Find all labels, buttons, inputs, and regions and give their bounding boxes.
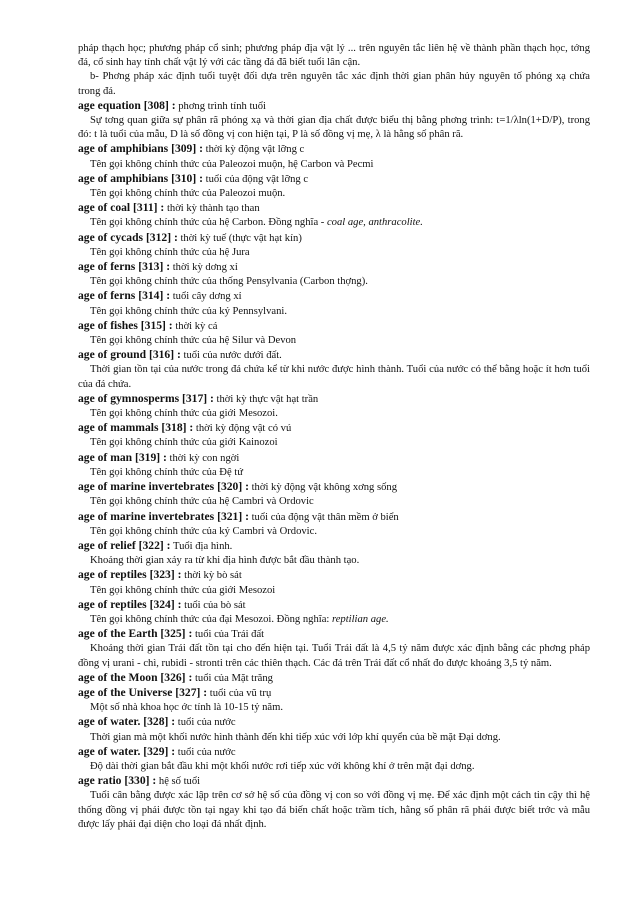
entry-heading: [78, 421, 590, 436]
definition-text: Tên gọi không chính thức của Paleozoi muộn.: [90, 188, 286, 200]
entry-heading: [78, 319, 590, 334]
entry-vietnamese-term: thời kỳ động vật không xơng sống: [251, 482, 397, 494]
entry-definition: [78, 305, 590, 319]
entry-term: age of the Earth [325] :: [78, 627, 193, 641]
entry-term: age of ground [316] :: [78, 348, 181, 362]
entry-definition: [78, 216, 590, 230]
entry-vietnamese-term: tuổi của động vật thân mềm ở biển: [251, 511, 399, 523]
intro-paragraph-1: pháp thạch học; phương pháp cổ sinh; phương pháp địa vật lý ... trên nguyên tắc liên hệ về thành phần thạch học, tớng đá, cổ sinh hay tính chất vật lý với các tầng đá đã biết tuổi lân cận.: [78, 43, 590, 69]
entry-heading: [78, 451, 590, 466]
entry-definition: [78, 334, 590, 348]
entry-definition: [78, 495, 590, 509]
entry-definition: [78, 701, 590, 715]
entry-heading: [78, 99, 590, 114]
entry-term: age of cycads [312] :: [78, 230, 178, 244]
entry-definition: [78, 789, 590, 832]
definition-text: Tên gọi không chính thức của giới Kainozoi: [90, 437, 278, 449]
entry-heading: [78, 260, 590, 275]
definition-text: Thời gian mà một khối nước hình thành đến khi tiếp xúc với lớp khí quyển của bề mặt Đại dơng.: [90, 731, 501, 743]
entry-term: age of the Moon [326] :: [78, 670, 193, 684]
definition-text: Tên gọi không chính thức của hệ Cambri và Ordovic: [90, 496, 314, 508]
entry-vietnamese-term: tuổi của bò sát: [184, 599, 246, 611]
entry-heading: [78, 201, 590, 216]
entry-term: age of man [319] :: [78, 450, 167, 464]
entry-definition: [78, 760, 590, 774]
entry-definition: [78, 246, 590, 260]
entry-vietnamese-term: thời kỳ động vật lỡng c: [205, 144, 305, 156]
entry-definition: [78, 187, 590, 201]
definition-text: Khoảng thời gian Trái đất tồn tại cho đến hiện tại. Tuổi Trái đất là 4,5 tỷ năm được xác định bằng các phơng pháp đồng vị urani - chì, rubidi - stronti trên các thiên thạch. Các đá trên Trái đất cổ nhất đo được khoảng 3,5 tỷ năm.: [78, 643, 590, 669]
entry-heading: [78, 231, 590, 246]
entry-definition: [78, 731, 590, 745]
entry-heading: [78, 686, 590, 701]
definition-text: Tên gọi không chính thức của thống Pensylvania (Carbon thợng).: [90, 276, 368, 288]
entry-term: age of reptiles [323] :: [78, 568, 182, 582]
entry-definition: [78, 407, 590, 421]
glossary-entries: [78, 99, 590, 832]
definition-text: Tên gọi không chính thức của hệ Jura: [90, 246, 250, 258]
entry-term: age of marine invertebrates [320] :: [78, 480, 249, 494]
definition-text: Tên gọi không chính thức của kỷ Cambri và Ordovic.: [90, 525, 317, 537]
entry-heading: [78, 671, 590, 686]
definition-text: Tuổi cân bằng được xác lập trên cơ sở hệ số của đồng vị con so với đồng vị mẹ. Để xác định một cách tin cậy thì hệ thống đồng vị phải được tồn tại ngay khi tạo đá biến chất hoặc trầm tích, hằng số phân rã phải được biết trớc và mẫu được lấy phải đại diện cho loại đá nhất định.: [78, 790, 590, 830]
entry-heading: [78, 568, 590, 583]
entry-heading: [78, 142, 590, 157]
entry-vietnamese-term: tuổi của vũ trụ: [209, 687, 272, 699]
entry-heading: [78, 539, 590, 554]
entry-definition: [78, 642, 590, 670]
entry-heading: [78, 745, 590, 760]
entry-definition: [78, 466, 590, 480]
entry-term: age of the Universe [327] :: [78, 685, 208, 699]
entry-vietnamese-term: thời kỳ thành tạo than: [166, 203, 260, 215]
entry-definition: [78, 363, 590, 391]
entry-heading: [78, 715, 590, 730]
definition-text: Tên gọi không chính thức của Đệ tứ: [90, 466, 243, 478]
entry-definition: [78, 158, 590, 172]
entry-term: age of marine invertebrates [321] :: [78, 509, 249, 523]
entry-heading: [78, 627, 590, 642]
entry-vietnamese-term: thời kỳ con ngời: [169, 452, 240, 464]
entry-term: age of water. [328] :: [78, 715, 176, 729]
entry-term: age of reptiles [324] :: [78, 597, 182, 611]
intro-paragraph-2: b- Phơng pháp xác định tuổi tuyệt đối dựa trên nguyên tắc xác định thời gian phân hủy nguyên tố phóng xạ chứa trong đá.: [78, 71, 590, 97]
entry-term: age of amphibians [309] :: [78, 142, 203, 156]
entry-term: age ratio [330] :: [78, 774, 157, 788]
definition-text: Tên gọi không chính thức của giới Mesozoi.: [90, 408, 278, 420]
definition-text: Tên gọi không chính thức của hệ Silur và Devon: [90, 335, 297, 347]
entry-heading: [78, 774, 590, 789]
entry-vietnamese-term: tuổi của động vật lỡng c: [205, 173, 309, 185]
entry-vietnamese-term: tuổi của nước: [177, 746, 236, 758]
definition-text: Tên gọi không chính thức của Paleozoi muộn, hệ Carbon và Pecmi: [90, 158, 374, 170]
definition-text: Độ dài thời gian bắt đầu khi một khối nước rơi tiếp xúc với không khí ở trên mặt đại dơng.: [90, 760, 475, 772]
entry-heading: [78, 598, 590, 613]
entry-term: age of ferns [313] :: [78, 260, 171, 274]
entry-definition: [78, 525, 590, 539]
entry-vietnamese-term: thời kỳ thực vật hạt trần: [216, 393, 319, 405]
definition-text: Tên gọi không chính thức của hệ Carbon. Đồng nghĩa -: [90, 217, 327, 229]
definition-synonym: coal age, anthracolite.: [326, 217, 423, 229]
entry-vietnamese-term: thời kỳ dơng xỉ: [172, 262, 238, 274]
entry-vietnamese-term: thời kỳ bò sát: [184, 570, 242, 582]
entry-definition: [78, 584, 590, 598]
definition-text: Tên gọi không chính thức của kỷ Pennsylvani.: [90, 305, 287, 317]
entry-term: age of amphibians [310] :: [78, 171, 203, 185]
document-page: [78, 42, 590, 832]
definition-text: Tên gọi không chính thức của giới Mesozoi: [90, 584, 276, 596]
entry-vietnamese-term: Tuổi địa hình.: [172, 540, 233, 552]
entry-term: age equation [308] :: [78, 98, 176, 112]
entry-vietnamese-term: thời kỳ động vật có vú: [195, 423, 292, 435]
entry-vietnamese-term: tuổi của Trái đất: [194, 629, 265, 641]
entry-term: age of mammals [318] :: [78, 421, 194, 435]
entry-definition: [78, 613, 590, 627]
entry-term: age of gymnosperms [317] :: [78, 391, 214, 405]
definition-text: Thời gian tồn tại của nước trong đá chứa kể từ khi nước được hình thành. Tuổi của nước có thể bằng hoặc ít hơn tuổi của đá chứa.: [78, 364, 590, 390]
entry-vietnamese-term: thời kỳ cá: [175, 320, 218, 332]
entry-term: age of fishes [315] :: [78, 318, 173, 332]
entry-vietnamese-term: tuổi của nước dưới đất.: [183, 350, 282, 362]
definition-synonym: reptilian age.: [332, 613, 389, 625]
entry-definition: [78, 114, 590, 142]
definition-text: Khoảng thời gian xảy ra từ khi địa hình được bắt đầu thành tạo.: [90, 555, 360, 567]
entry-heading: [78, 348, 590, 363]
definition-text: Một số nhà khoa học ớc tính là 10-15 tỷ năm.: [90, 702, 284, 714]
entry-term: age of water. [329] :: [78, 744, 176, 758]
entry-vietnamese-term: thời kỳ tuế (thực vật hạt kín): [180, 232, 302, 244]
definition-text: Tên gọi không chính thức của đại Mesozoi. Đồng nghĩa:: [90, 613, 332, 625]
entry-definition: [78, 275, 590, 289]
entry-heading: [78, 480, 590, 495]
entry-vietnamese-term: hệ số tuổi: [158, 776, 201, 788]
entry-definition: [78, 554, 590, 568]
definition-text: Sự tơng quan giữa sự phân rã phóng xạ và thời gian địa chất được biểu thị bằng phơng trình: t=1/λln(1+D/P), trong đó: t là tuổi của mẫu, D là số đồng vị con hiện tại, P là số đồng vị mẹ, λ là hằng số phân rã.: [78, 115, 590, 141]
entry-vietnamese-term: tuổi của nước: [177, 717, 236, 729]
entry-heading: [78, 392, 590, 407]
entry-definition: [78, 436, 590, 450]
entry-term: age of relief [322] :: [78, 538, 171, 552]
entry-vietnamese-term: tuổi cây dơng xỉ: [172, 291, 242, 303]
entry-vietnamese-term: phơng trình tính tuổi: [178, 100, 266, 112]
entry-heading: [78, 289, 590, 304]
entry-heading: [78, 510, 590, 525]
entry-term: age of coal [311] :: [78, 201, 165, 215]
entry-term: age of ferns [314] :: [78, 289, 171, 303]
entry-heading: [78, 172, 590, 187]
entry-vietnamese-term: tuổi của Mặt trăng: [194, 672, 273, 684]
